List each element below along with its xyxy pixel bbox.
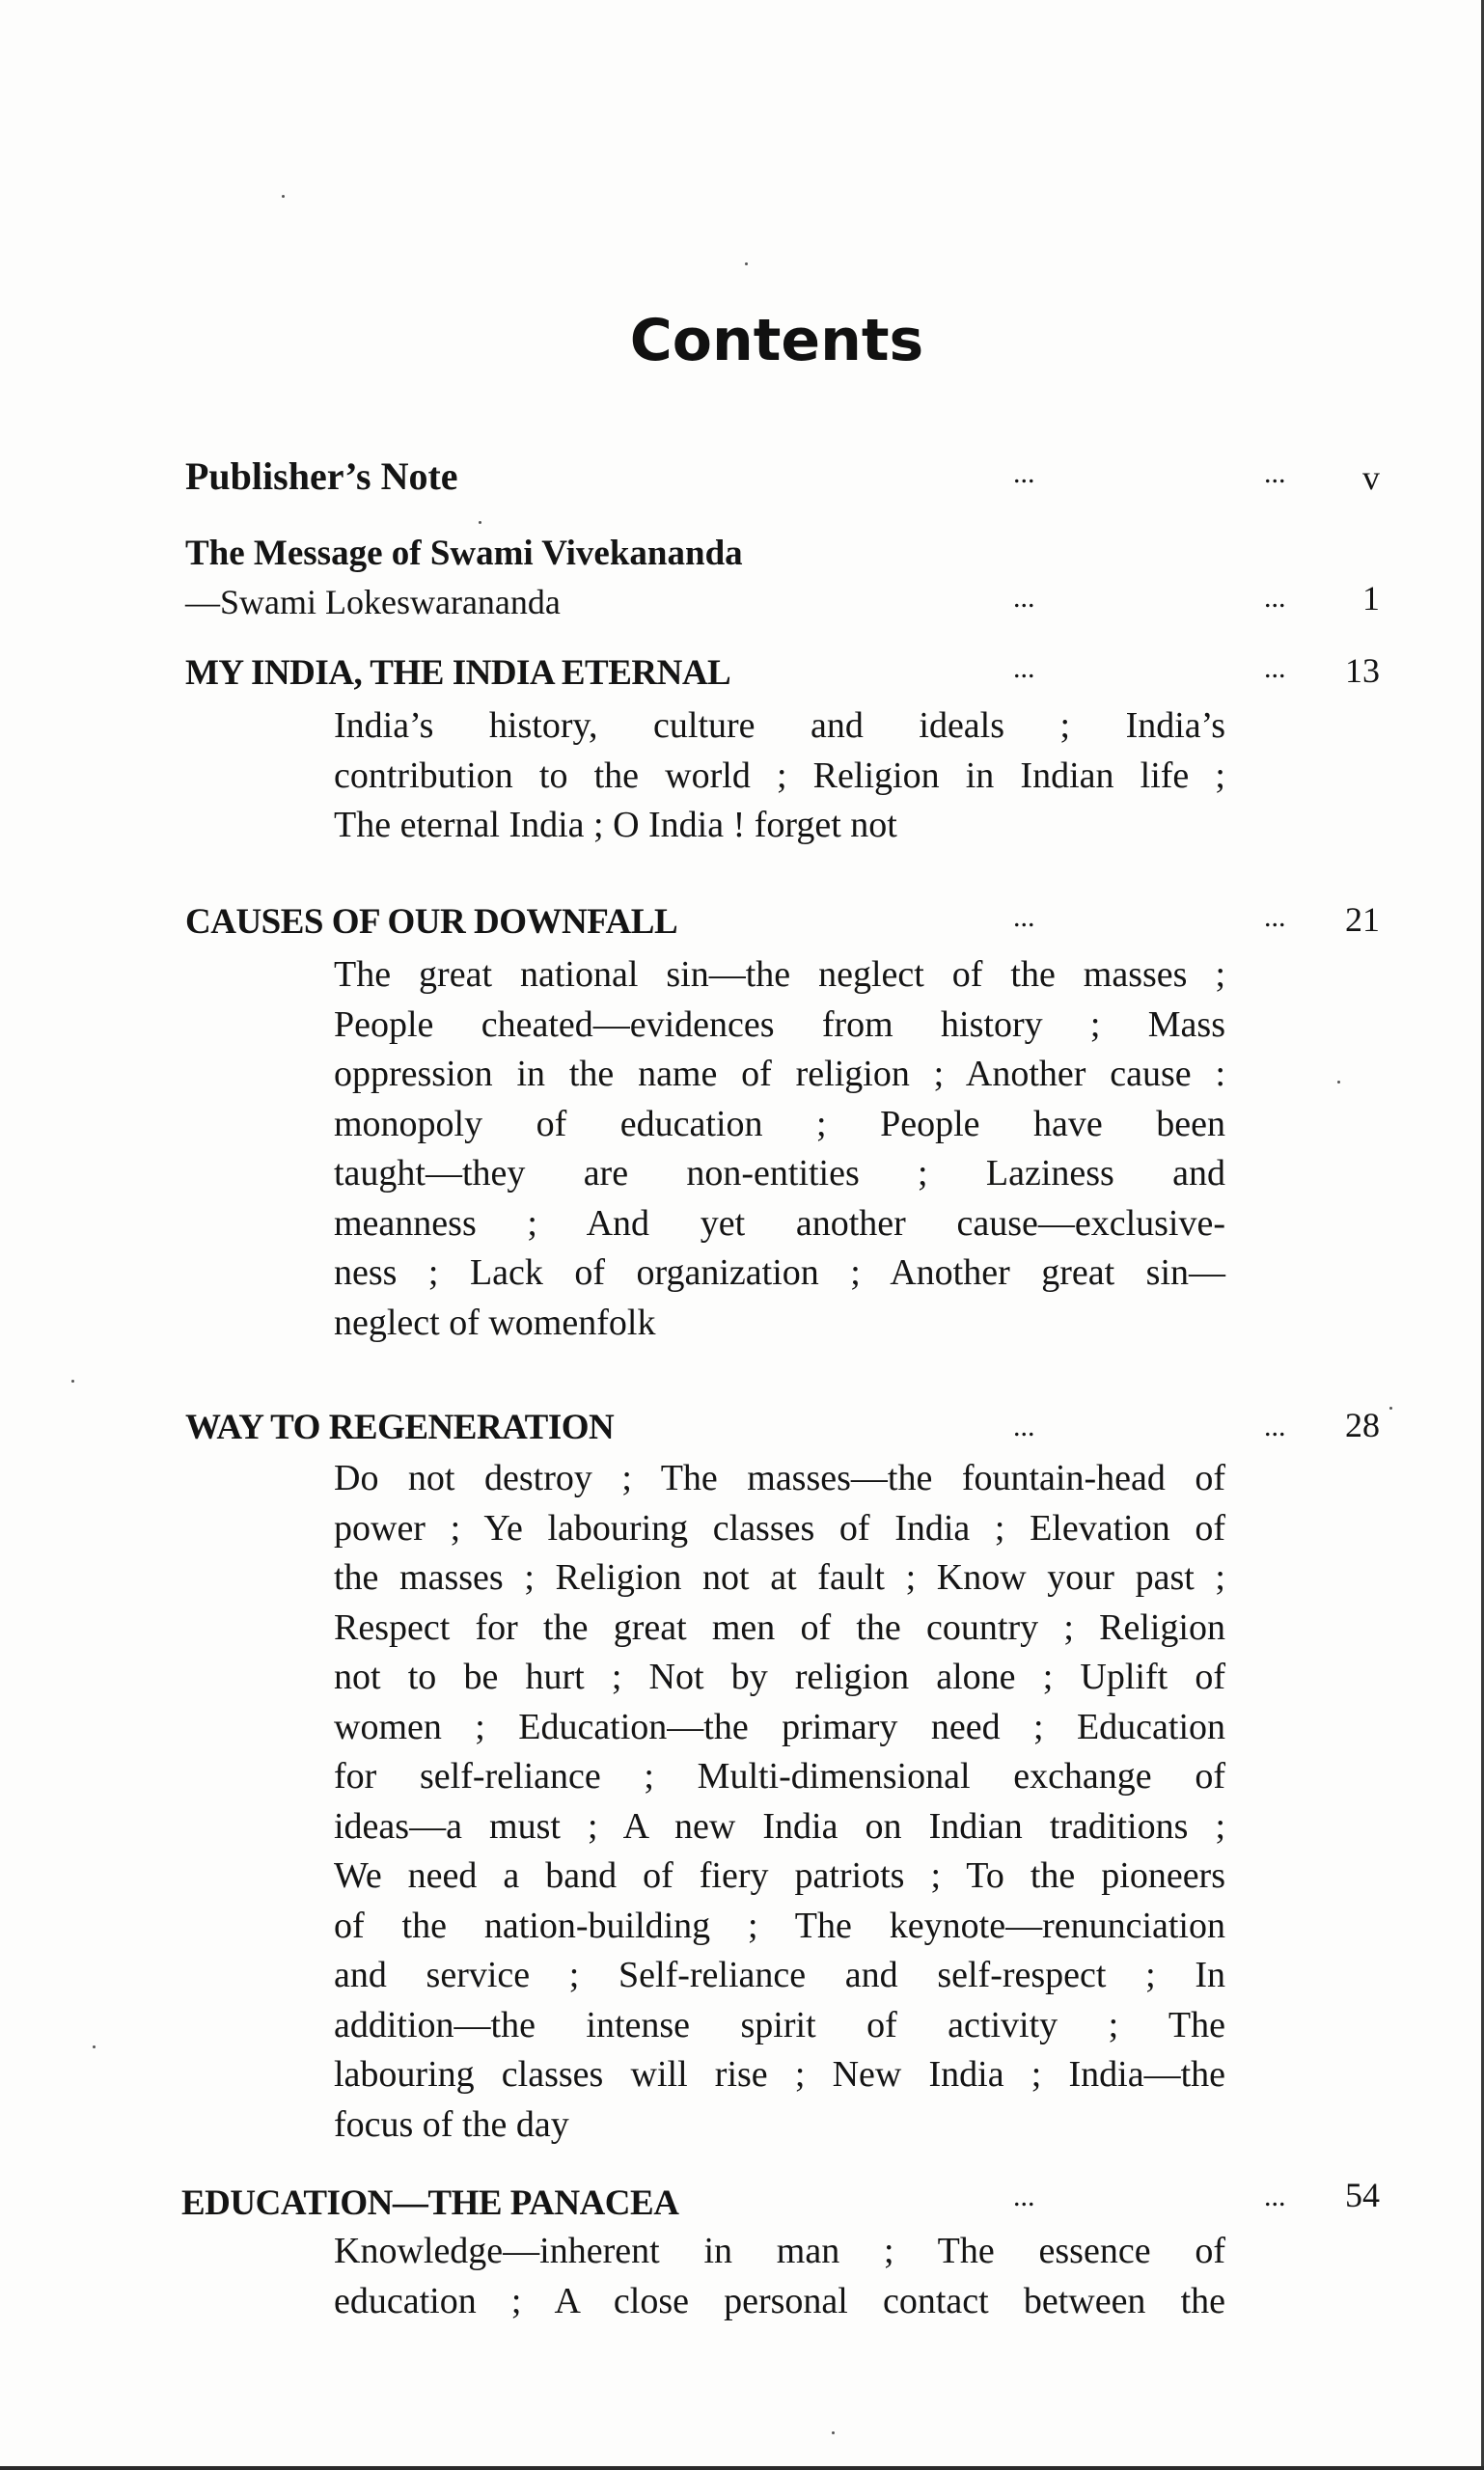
scan-speck [832, 2431, 835, 2434]
toc-heading: CAUSES OF OUR DOWNFALL [185, 902, 678, 942]
toc-description-line: ness ; Lack of organization ; Another great sin— [334, 1252, 1225, 1293]
toc-leader-dots: ... [1264, 2181, 1286, 2212]
toc-description-line: ideas—a must ; A new India on Indian traditions ; [334, 1805, 1225, 1847]
scan-speck [1389, 1407, 1392, 1410]
toc-description-line: The great national sin—the neglect of the masses ; [334, 954, 1225, 995]
toc-leader-dots: ... [1013, 1411, 1035, 1442]
toc-description-line: oppression in the name of religion ; Another cause : [334, 1054, 1225, 1094]
scan-speck [71, 1380, 74, 1383]
toc-heading: Publisher’s Note [185, 454, 458, 498]
toc-leader-dots: ... [1013, 582, 1035, 614]
toc-leader-dots: ... [1264, 652, 1286, 684]
toc-subheading: —Swami Lokeswarananda [185, 583, 561, 621]
page-edge [0, 2466, 1484, 2470]
toc-description [334, 1454, 1225, 2150]
toc-leader-dots: ... [1264, 901, 1286, 933]
scan-speck [745, 262, 748, 265]
toc-page-number: 21 [1345, 900, 1380, 939]
toc-description-line: Knowledge—inherent in man ; The essence of [334, 2231, 1225, 2271]
toc-leader-dots: ... [1264, 582, 1286, 614]
toc-description-line: contribution to the world ; Religion in Indian life ; [334, 755, 1225, 796]
toc-heading: EDUCATION—THE PANACEA [181, 2183, 679, 2223]
toc-description-line: monopoly of education ; People have been [334, 1103, 1225, 1144]
toc-description-line: The eternal India ; O India ! forget not [334, 805, 897, 845]
scan-speck [282, 195, 285, 198]
toc-leader-dots: ... [1013, 457, 1035, 489]
toc-description-line: focus of the day [334, 2103, 569, 2145]
toc-entry-education [0, 2176, 1484, 2233]
toc-description-line: not to be hurt ; Not by religion alone ; Uplift of [334, 1657, 1225, 1697]
scan-speck [479, 521, 481, 524]
toc-entry-publishers-note [0, 453, 1484, 504]
toc-description-line: Respect for the great men of the country ; Religion [334, 1606, 1225, 1648]
toc-page-number: v [1362, 458, 1380, 497]
toc-description-line: women ; Education—the primary need ; Education [334, 1706, 1225, 1747]
toc-entry-causes [0, 901, 1484, 951]
toc-description-line: the masses ; Religion not at fault ; Know your past ; [334, 1557, 1225, 1598]
toc-heading: The Message of Swami Vivekananda [185, 534, 743, 573]
toc-description-line: labouring classes will rise ; New India ; India—the [334, 2054, 1225, 2095]
scan-speck [1337, 1081, 1340, 1084]
toc-description-line: and service ; Self-reliance and self-respect ; In [334, 1955, 1225, 1995]
toc-description-line: Do not destroy ; The masses—the fountain-head of [334, 1458, 1225, 1498]
toc-description-line: of the nation-building ; The keynote—renunciation [334, 1905, 1225, 1946]
toc-description-line: neglect of womenfolk [334, 1302, 656, 1343]
toc-description-line: education ; A close personal contact between the [334, 2280, 1225, 2321]
toc-description [334, 2227, 1225, 2326]
toc-leader-dots: ... [1013, 901, 1035, 933]
toc-entry-message-author [0, 579, 1484, 632]
toc-entry-message [0, 533, 1484, 583]
toc-leader-dots: ... [1264, 457, 1286, 489]
toc-description-line: addition—the intense spirit of activity ; The [334, 2004, 1225, 2045]
toc-description [334, 701, 1225, 851]
toc-description-line: People cheated—evidences from history ; Mass [334, 1003, 1225, 1045]
toc-entry-my-india [0, 652, 1484, 702]
toc-heading: WAY TO REGENERATION [185, 1408, 615, 1447]
toc-leader-dots: ... [1264, 1411, 1286, 1442]
toc-description-line: We need a band of fiery patriots ; To the pioneers [334, 1855, 1225, 1896]
toc-description-line: taught—they are non-entities ; Laziness and [334, 1153, 1225, 1194]
page-title: Contents [629, 307, 924, 374]
toc-description-line: India’s history, culture and ideals ; India’s [334, 705, 1225, 746]
scan-speck [93, 2045, 96, 2048]
toc-page-number: 28 [1345, 1406, 1380, 1444]
toc-page-number: 54 [1345, 2176, 1380, 2214]
toc-heading: MY INDIA, THE INDIA ETERNAL [185, 653, 731, 693]
toc-leader-dots: ... [1013, 2181, 1035, 2212]
toc-page-number: 13 [1345, 651, 1380, 690]
toc-entry-regeneration [0, 1407, 1484, 1457]
toc-description-line: power ; Ye labouring classes of India ; Elevation of [334, 1507, 1225, 1549]
toc-description-line: meanness ; And yet another cause—exclusive- [334, 1202, 1225, 1244]
toc-description [334, 950, 1225, 1348]
toc-page-number: 1 [1362, 579, 1380, 618]
toc-description-line: for self-reliance ; Multi-dimensional exchange of [334, 1756, 1225, 1797]
toc-leader-dots: ... [1013, 652, 1035, 684]
